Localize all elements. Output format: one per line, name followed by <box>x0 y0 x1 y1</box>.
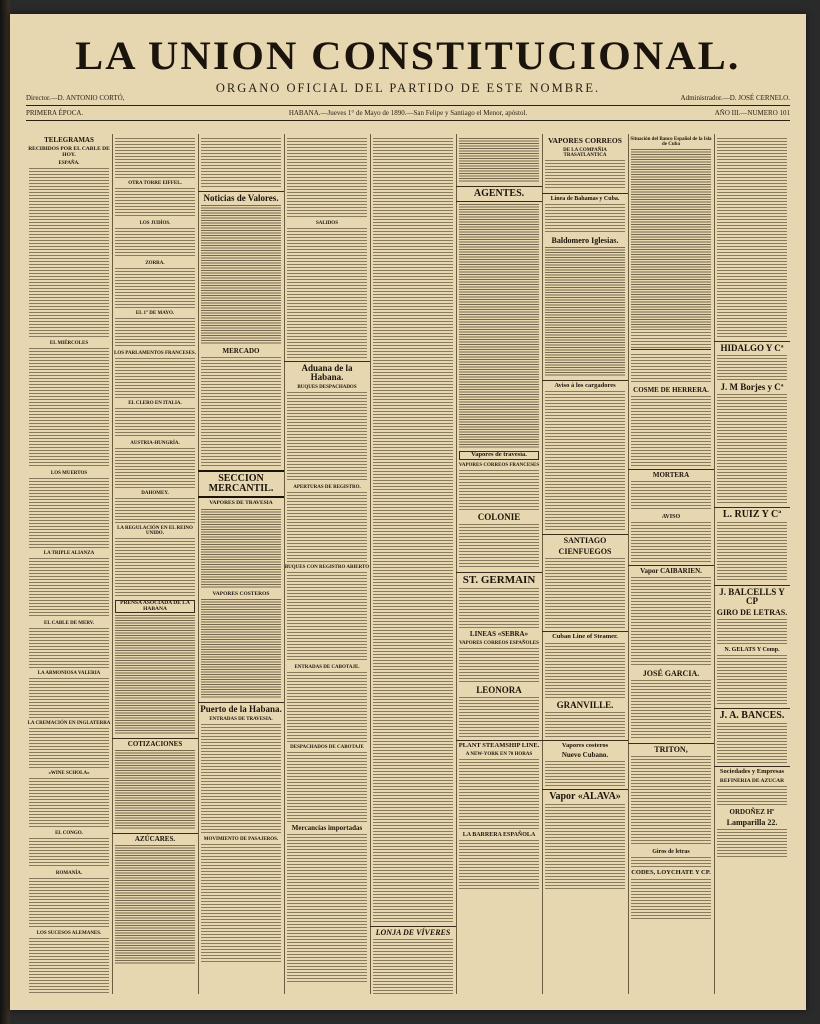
article-text <box>631 680 711 740</box>
article-text <box>115 228 195 258</box>
ship-santiago: SANTIAGO <box>542 534 628 545</box>
bahamas-line-heading: Linea de Bahamas y Cuba. <box>542 193 628 202</box>
article-text <box>631 522 711 562</box>
bank-heading: Situación del Banco Español de la Isla de Cuba <box>630 137 712 147</box>
caibarien-heading: Vapor CAIBARIEN. <box>628 565 714 575</box>
section-heading: LOS SUCESOS ALEMANES. <box>36 931 102 936</box>
article-text <box>717 522 787 582</box>
section-heading: EL CONGO. <box>55 831 83 836</box>
article-text <box>115 268 195 308</box>
section-heading: DESPACHADOS DE CABOTAJE <box>290 745 364 750</box>
ship-granville: GRANVILLE. <box>556 699 614 710</box>
section-heading: ENTRADAS DE CABOTAJE. <box>294 665 360 670</box>
section-heading: APERTURAS DE REGISTRO. <box>293 485 361 490</box>
masthead <box>10 32 806 96</box>
ship-st-germain: ST. GERMAIN <box>456 572 542 586</box>
column-2 <box>112 134 199 994</box>
column-4 <box>284 134 371 994</box>
section-heading: OTRA TORRE EIFFEL. <box>128 181 182 186</box>
values-table <box>201 205 281 345</box>
article-text <box>115 138 195 178</box>
article-text <box>545 761 625 786</box>
article-text <box>287 228 367 358</box>
article-text <box>201 357 281 467</box>
article-text <box>717 619 787 644</box>
column-9 <box>714 134 790 994</box>
section-heading: SALIDOS <box>316 221 338 226</box>
issue-number: AÑO III.—NUMERO 101 <box>714 109 790 117</box>
notice-heading: AVISO <box>661 514 681 520</box>
article-text <box>717 394 787 504</box>
article-text <box>29 168 109 338</box>
bances-heading: J. A. BANCES. <box>714 708 790 721</box>
article-text <box>459 759 539 829</box>
article-text <box>545 204 625 234</box>
article-text <box>29 558 109 618</box>
agents-list <box>459 204 539 449</box>
article-text <box>287 492 367 562</box>
lines-sebra-heading: LINEAS «SEBRA» <box>469 629 529 638</box>
article-text <box>287 392 367 482</box>
article-text <box>201 138 281 188</box>
article-text <box>115 448 195 488</box>
article-text <box>29 878 109 928</box>
section-heading: LA TRIPLE ALIANZA <box>43 551 95 556</box>
article-text <box>29 478 109 548</box>
travel-steamers-heading: Vapores de travesía. <box>459 451 539 460</box>
section-heading: DE LA COMPAÑIA TRASATLANTICA <box>563 147 607 158</box>
administrator-credit: Administrador.—D. JOSÉ CERNELO. <box>680 94 790 102</box>
staff-line <box>26 94 790 102</box>
section-heading: A NEW-YORK EN 70 HORAS <box>465 752 533 757</box>
article-text <box>373 138 453 923</box>
article-text <box>201 724 281 834</box>
article-text <box>459 648 539 683</box>
column-7 <box>542 134 629 994</box>
article-text <box>373 939 453 994</box>
customs-heading: Aduana de la Habana. <box>284 361 370 382</box>
press-box-heading: PRENSA ASOCIADA DE LA HABANA <box>115 600 195 613</box>
article-text <box>717 786 787 806</box>
section-heading: LOS PARLAMENTOS FRANCESES. <box>114 351 196 356</box>
article-text <box>115 538 195 598</box>
agents-heading: AGENTES. <box>456 186 542 202</box>
ship-colonie: COLONIE <box>477 511 521 522</box>
ordonez-heading: ORDOÑEZ Hº <box>729 808 775 816</box>
schedule-table <box>545 247 625 377</box>
section-heading: EL 1° DE MAYO. <box>135 311 175 316</box>
article-text <box>459 697 539 737</box>
coastal-table <box>201 599 281 699</box>
values-heading: Noticias de Valores. <box>198 191 284 203</box>
article-text <box>631 879 711 919</box>
article-text <box>545 558 625 628</box>
article-text <box>631 857 711 867</box>
masthead-rule <box>26 105 790 106</box>
ship-nuevo-cubano: Nuevo Cubano. <box>561 751 609 759</box>
article-text <box>287 752 367 822</box>
article-text <box>459 470 539 510</box>
epoch-label: PRIMERA ÉPOCA. <box>26 109 84 117</box>
binding-spine <box>0 0 10 1024</box>
section-heading: VAPORES DE TRAVESIA <box>209 500 273 506</box>
ship-cienfuegos: CIENFUEGOS <box>558 547 612 556</box>
giro-letras-heading: GIRO DE LETRAS. <box>716 608 788 617</box>
section-heading: LOS MUERTOS <box>50 471 88 476</box>
section-heading: AUSTRIA-HUNGRÍA. <box>130 441 180 446</box>
press-text <box>115 615 195 735</box>
column-8 <box>628 134 715 994</box>
dateline-rule <box>26 120 790 121</box>
newspaper-page <box>10 14 806 1010</box>
mail-steamers-heading: VAPORES CORREOS <box>548 136 622 145</box>
sugar-heading: AZÚCARES. <box>112 833 198 843</box>
article-text <box>631 396 711 466</box>
section-heading: LA CREMACIÓN EN INGLATERRA <box>27 721 111 726</box>
borjes-heading: J. M Borjes y Cª <box>720 382 784 392</box>
shippers-notice: Aviso á los cargadores <box>542 380 628 390</box>
codes-heading: CODES, LOYCHATE Y CP. <box>631 869 711 876</box>
section-heading: LOS JUDÍOS. <box>139 221 171 226</box>
article-text <box>287 834 367 984</box>
section-heading: LA REGULACIÓN EN EL REINO UNIDO. <box>117 526 193 536</box>
lamparilla-heading: Lamparilla 22. <box>726 818 778 827</box>
section-heading: BUQUES CON REGISTRO ABIERTO <box>284 565 370 570</box>
section-heading: ENTRADAS DE TRAVESIA. <box>209 717 273 722</box>
article-text <box>459 588 539 628</box>
section-heading: EL CLERO EN ITALIA. <box>128 401 182 406</box>
article-text <box>287 138 367 218</box>
newspaper-title: LA UNION CONSTITUCIONAL. <box>75 33 741 78</box>
sugar-table <box>115 845 195 965</box>
section-heading: ROMANÍA. <box>55 871 83 876</box>
ship-leonora: LEONORA <box>476 684 522 695</box>
article-text <box>545 804 625 889</box>
article-text <box>29 778 109 828</box>
section-heading: EL CABLE DE MERV. <box>43 621 95 626</box>
section-heading: ZORRA. <box>145 261 165 266</box>
article-text <box>717 723 787 763</box>
article-text <box>115 188 195 218</box>
steamers-table <box>201 509 281 589</box>
bank-statement-table <box>631 149 711 329</box>
article-text <box>115 408 195 438</box>
article-text <box>631 577 711 667</box>
column-5 <box>370 134 457 994</box>
section-heading: BUQUES DESPACHADOS <box>297 385 357 390</box>
provisions-heading: LONJA DE VÍVERES <box>370 926 456 937</box>
societies-heading: Sociedades y Empresas <box>714 766 790 776</box>
section-heading: EL MIÉRCOLES <box>49 341 89 346</box>
herrera-heading: COSME DE HERRERA. <box>633 386 709 394</box>
article-text <box>631 481 711 511</box>
section-heading: VAPORES CORREOS ESPAÑOLES <box>459 640 539 646</box>
cuban-line-heading: Cuban Line of Steamer. <box>542 631 628 641</box>
article-text <box>287 572 367 662</box>
telegram-subheading: RECIBIDOS POR EL CABLE DE HOY. <box>28 146 110 158</box>
section-heading: VAPORES CORREOS FRANCESES <box>458 462 540 468</box>
port-heading: Puerto de la Habana. <box>198 702 284 714</box>
plant-line-heading: PLANT STEAMSHIP LINE. <box>456 740 542 750</box>
ship-alava: Vapor «ALAVA» <box>542 789 628 802</box>
section-heading: «WINE SCHOLA» <box>48 771 90 776</box>
balcells-heading: J. BALCELLS Y CP <box>714 585 790 606</box>
article-text <box>29 678 109 718</box>
article-text <box>459 840 539 890</box>
barrera-heading: LA BARRERA ESPAÑOLA <box>462 832 536 838</box>
section-heading: DAHOMEY. <box>141 491 169 496</box>
section-heading: VAPORES COSTEROS <box>212 590 270 597</box>
coastal-steamers-heading: Vapores costeros <box>542 740 628 750</box>
dateline: HABANA.—Jueves 1° de Mayo de 1890.—San Felipe y Santiago el Menor, apóstol. <box>288 109 528 117</box>
article-text <box>717 138 787 338</box>
article-text <box>29 628 109 668</box>
ruiz-heading: L. RUIZ Y Cª <box>714 507 790 520</box>
article-text <box>115 498 195 523</box>
market-heading: MERCADO <box>222 347 260 355</box>
column-3 <box>198 134 285 994</box>
section-heading: MOVIMIENTO DE PASAJEROS. <box>203 837 279 842</box>
article-text <box>631 329 711 350</box>
gelats-heading: N. GELATS Y Comp. <box>724 647 780 653</box>
article-text <box>545 643 625 698</box>
article-text <box>459 138 539 183</box>
imports-heading: Mercancías importadas <box>291 824 363 832</box>
article-text <box>631 756 711 846</box>
article-text <box>201 844 281 964</box>
article-text <box>631 354 711 384</box>
article-text <box>29 348 109 468</box>
hidalgo-heading: HIDALGO Y Cª <box>714 341 790 353</box>
ship-baldomero: Baldomero Iglesias. <box>551 235 619 245</box>
article-text <box>545 391 625 531</box>
bills-heading: Giros de letras <box>652 849 690 855</box>
article-text <box>115 318 195 348</box>
section-heading: LA ARMONIOSA VALERIA <box>37 671 101 676</box>
article-text <box>717 355 787 380</box>
newspaper-subtitle: ORGANO OFICIAL DEL PARTIDO DE ESTE NOMBRE. <box>215 81 601 95</box>
triton-heading: TRITON, <box>628 743 714 754</box>
director-credit: Director.—D. ANTONIO CORTÓ, <box>26 94 125 102</box>
garcia-heading: JOSÉ GARCIA. <box>642 669 700 678</box>
article-text <box>459 524 539 569</box>
section-spain: ESPAÑA. <box>58 161 80 166</box>
article-text <box>115 358 195 398</box>
mercantile-heading: SECCION MERCANTIL. <box>198 470 284 498</box>
article-text <box>29 938 109 994</box>
article-text <box>545 712 625 737</box>
article-text <box>717 829 787 859</box>
article-text <box>717 655 787 705</box>
column-1 <box>26 134 113 994</box>
telegram-heading: TELEGRAMAS <box>44 136 94 144</box>
column-6 <box>456 134 543 994</box>
columns <box>26 134 790 994</box>
quotations-heading: COTIZACIONES <box>112 738 198 748</box>
article-text <box>545 160 625 190</box>
article-text <box>287 672 367 742</box>
quotations-table <box>115 750 195 830</box>
article-text <box>29 728 109 768</box>
refinery-heading: REFINERIA DE AZUCAR <box>719 777 785 784</box>
article-text <box>29 838 109 868</box>
dateline-row <box>26 109 790 117</box>
mortera-heading: MORTERA <box>628 469 714 479</box>
